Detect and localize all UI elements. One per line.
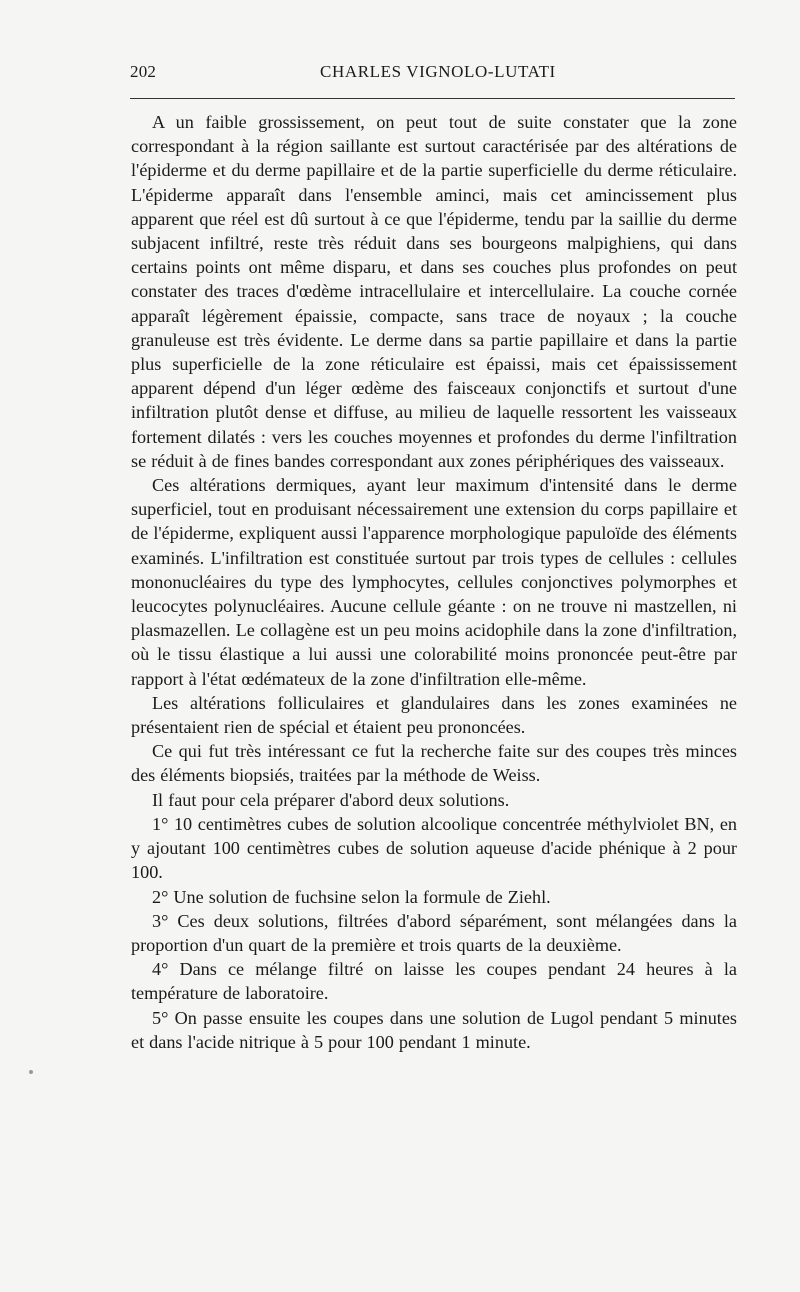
paragraph-follicular-alterations: Les altérations folliculaires et glandulaires dans les zones examinées ne présentaient rien de spécial et étaient peu prononcées. xyxy=(131,692,737,738)
list-item-1: 1° 10 centimètres cubes de solution alcoolique concentrée méthylviolet BN, en y ajoutant 100 centimètres cubes de solution aqueuse d'acide phénique à 2 pour 100. xyxy=(131,813,737,883)
page-header xyxy=(130,62,735,86)
paragraph-dermal-alterations: Ces altérations dermiques, ayant leur maximum d'intensité dans le derme superficiel, tout en produisant nécessairement une extension du corps papillaire et de l'épiderme, expliquent aussi l'apparence morphologique papuloïde des éléments examinés. L'infiltration est constituée surtout par trois types de cellules : cellules mononucléaires du type des lymphocytes, cellules conjonctives polymorphes et leucocytes polynucléaires. Aucune cellule géante : on ne trouve ni mastzellen, ni plasmazellen. Le collagène est un peu moins acidophile dans la zone d'infiltration, où le tissu élastique a lui aussi une colorabilité moins prononcée peut-être par rapport à l'état œdémateux de la zone d'infiltration elle-même. xyxy=(131,475,737,689)
list-item-5: 5° On passe ensuite les coupes dans une solution de Lugol pendant 5 minutes et dans l'acide nitrique à 5 pour 100 pendant 1 minute. xyxy=(131,1007,737,1052)
page-number: 202 xyxy=(130,62,157,81)
paragraph-low-magnification: A un faible grossissement, on peut tout de suite constater que la zone correspondant à la région saillante est surtout caractérisée par des altérations de l'épiderme et du derme papillaire et de la partie superficielle du derme réticulaire. L'épiderme apparaît dans l'ensemble aminci, mais cet amincissement plus apparent que réel est dû surtout à ce que l'épiderme, tendu par la saillie du derme subjacent infiltré, reste très réduit dans ses bourgeons malpighiens, qui dans certains points ont même disparu, et dans ses couches plus profondes on peut constater des traces d'œdème intracellulaire et intercellulaire. La couche cornée apparaît légèrement épaissie, compacte, sans trace de noyaux ; la couche granuleuse est très évidente. Le derme dans sa partie papillaire et dans la partie plus superficielle de la zone réticulaire est épaissi, mais cet épaississement apparent dépend d'un léger œdème des faisceaux conjonctifs et surtout d'une infiltration plutôt dense et diffuse, au milieu de laquelle ressortent les vaisseaux fortement dilatés : vers les couches moyennes et profondes du derme l'infiltration se réduit à de fines bandes correspondant aux zones périphériques des vaisseaux. xyxy=(131,112,737,471)
margin-speck xyxy=(29,1070,33,1074)
list-item-2: 2° Une solution de fuchsine selon la formule de Ziehl. xyxy=(152,886,551,907)
body-text xyxy=(131,110,737,1054)
paragraph-weiss-method: Ce qui fut très intéressant ce fut la recherche faite sur des coupes très minces des éléments biopsiés, traitées par la méthode de Weiss. xyxy=(131,741,737,786)
header-rule xyxy=(130,98,735,99)
list-item-3: 3° Ces deux solutions, filtrées d'abord séparément, sont mélangées dans la proportion d'un quart de la première et trois quarts de la deuxième. xyxy=(131,910,737,955)
list-item-4: 4° Dans ce mélange filtré on laisse les coupes pendant 24 heures à la température de laboratoire. xyxy=(131,959,737,1004)
running-title: CHARLES VIGNOLO-LUTATI xyxy=(320,62,556,81)
paragraph-solutions-intro: Il faut pour cela préparer d'abord deux solutions. xyxy=(152,789,510,810)
